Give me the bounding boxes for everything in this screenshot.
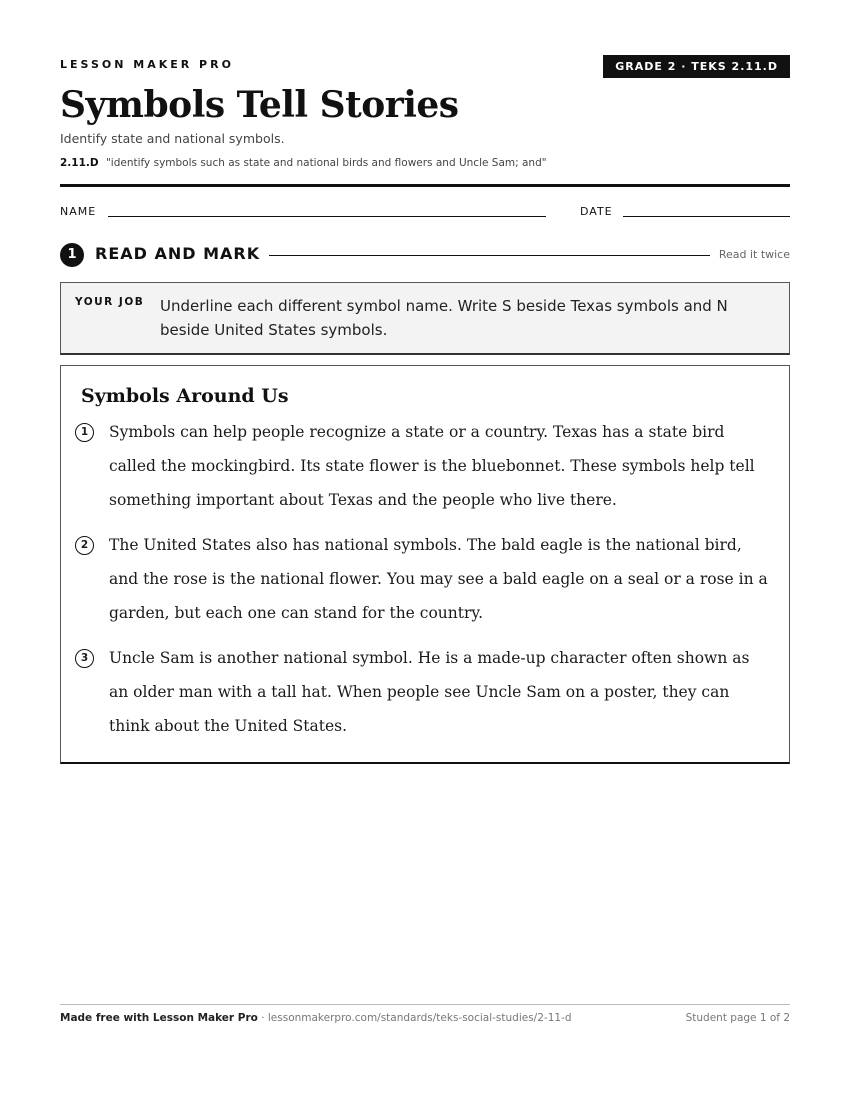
paragraph-text-2: The United States also has national symbols. The bald eagle is the national bird, and the rose is the national flower. You may see a bald eagle on a seal or a rose in a garden, but each one can stand for the country. [109,536,768,622]
section-divider [269,255,710,256]
job-label: YOUR JOB [75,296,145,308]
standard-line [60,157,547,169]
standard-code: 2.11.D [60,157,99,169]
page-title: Symbols Tell Stories [60,84,459,126]
paragraph-number-1: 1 [75,423,94,442]
passage-box [60,365,790,764]
paragraph-number-2: 2 [75,536,94,555]
footer-url[interactable]: lessonmakerpro.com/standards/teks-social-studies/2-11-d [267,1012,572,1024]
name-label: NAME [60,205,97,218]
name-field[interactable] [108,216,546,217]
paragraph-text-3: Uncle Sam is another national symbol. He is a made-up character often shown as an older man with a tall hat. When people see Uncle Sam on a poster, they can think about the United States. [109,649,750,735]
page-subtitle: Identify state and national symbols. [60,131,285,146]
section-header [60,243,790,267]
paragraph-text-1: Symbols can help people recognize a state or a country. Texas has a state bird called the mockingbird. Its state flower is the bluebonnet. These symbols help tell something important about Texas and the people who live there. [109,423,755,509]
footer-made-with: Made free with Lesson Maker Pro [60,1012,258,1024]
date-label: DATE [580,205,613,218]
footer-separator: · [257,1012,268,1024]
footer-credit [60,1012,572,1024]
section-note: Read it twice [718,248,790,261]
job-instructions: Underline each different symbol name. Write S beside Texas symbols and N beside United States symbols. [160,297,728,339]
passage-title: Symbols Around Us [81,385,289,407]
job-box [60,282,790,355]
brand-name: LESSON MAKER PRO [60,58,234,71]
footer-divider [60,1004,790,1005]
standard-text: "identify symbols such as state and national birds and flowers and Uncle Sam; and" [105,157,547,169]
header-divider [60,184,790,187]
footer-page-number: Student page 1 of 2 [685,1012,790,1024]
paragraph-number-3: 3 [75,649,94,668]
grade-badge: GRADE 2 · TEKS 2.11.D [603,55,790,78]
section-title: READ AND MARK [95,244,261,263]
section-number-badge: 1 [60,243,84,267]
date-field[interactable] [623,216,790,217]
